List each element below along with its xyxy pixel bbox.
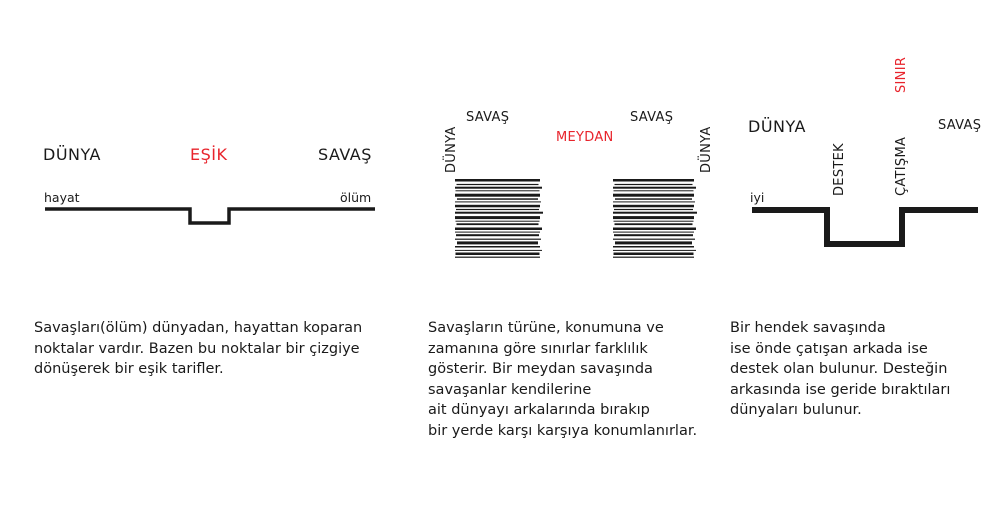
barcode-stripe <box>613 246 694 248</box>
caption-line: ise önde çatışan arkada ise <box>730 340 928 357</box>
barcode-stripe <box>455 194 540 197</box>
barcode-stripe <box>615 223 693 225</box>
barcode-stripe <box>457 184 539 185</box>
barcode-stripe <box>455 246 540 248</box>
caption-line: Savaşların türüne, konumuna ve <box>428 320 664 336</box>
trench-line <box>752 210 978 244</box>
barcode-stripe <box>455 205 540 208</box>
panel2-right-world-label: DÜNYA <box>699 126 714 173</box>
barcode-stripe <box>456 209 539 210</box>
barcode-stripe <box>613 216 694 219</box>
barcode-stripe <box>613 201 695 202</box>
barcode-stripe <box>455 216 540 219</box>
caption-line: dönüşerek bir eşik tarifler. <box>34 361 224 377</box>
panel2-left-war-label: SAVAŞ <box>466 110 510 125</box>
panel3-caption <box>730 318 950 421</box>
barcode-stripe <box>613 187 696 189</box>
caption-line: bir yerde karşı karşıya konumlanırlar. <box>428 422 698 439</box>
barcode-stripe <box>613 239 695 240</box>
caption-line: dünyaları bulunur. <box>730 402 862 418</box>
barcode-stripe <box>457 198 538 200</box>
panel1-life-label: hayat <box>44 190 80 205</box>
barcode-stripe <box>455 187 542 189</box>
barcode-stripe <box>613 179 694 182</box>
barcode-stripe <box>613 250 696 251</box>
caption-line: Savaşları(ölüm) dünyadan, hayattan koparan <box>34 320 363 336</box>
threshold-line <box>45 209 375 223</box>
caption-line: Bir hendek savaşında <box>730 320 886 336</box>
panel1-world-label: DÜNYA <box>43 145 101 164</box>
barcode-stripe <box>615 241 692 244</box>
barcode-stripe <box>457 223 539 225</box>
barcode-stripe <box>455 257 540 258</box>
barcode-stripe <box>614 234 693 236</box>
barcode-stripe <box>613 228 696 231</box>
barcode-stripe <box>614 253 694 256</box>
barcode-stripe <box>455 212 543 214</box>
panel1-war-label: SAVAŞ <box>318 145 372 164</box>
panel2-right-war-label: SAVAŞ <box>630 110 674 125</box>
barcode-stripe <box>455 179 540 182</box>
panel3-limit-label: SINIR <box>894 56 909 93</box>
barcode-stripe <box>613 212 697 214</box>
barcode-stripe <box>456 221 540 222</box>
caption-line: zamanına göre sınırlar farklılık <box>428 340 648 357</box>
barcode-left-block <box>455 179 543 258</box>
barcode-stripe <box>455 201 541 202</box>
barcode-right-block <box>613 179 697 258</box>
caption-line: destek olan bulunur. Desteğin <box>730 361 948 377</box>
panel3-war-label: SAVAŞ <box>938 118 982 133</box>
barcode-stripe <box>456 190 540 191</box>
panel3-world-label: DÜNYA <box>748 117 806 136</box>
barcode-stripe <box>456 234 539 236</box>
barcode-stripe <box>457 241 538 244</box>
barcode-stripe <box>615 198 692 200</box>
panel3-support-label: DESTEK <box>832 143 847 196</box>
barcode-stripe <box>455 228 542 231</box>
panel1-death-label: ölüm <box>340 190 372 205</box>
panel2-left-world-label: DÜNYA <box>444 126 459 173</box>
barcode-stripe <box>614 209 693 210</box>
barcode-stripe <box>613 205 694 208</box>
panel3-clash-label: ÇATIŞMA <box>894 136 909 196</box>
barcode-stripe <box>615 184 693 185</box>
barcode-stripe <box>614 221 694 222</box>
caption-line: gösterir. Bir meydan savaşında <box>428 361 653 377</box>
caption-line: ait dünyayı arkalarında bırakıp <box>428 402 650 418</box>
caption-line: arkasında ise geride bıraktıları <box>730 381 951 398</box>
barcode-stripe <box>455 250 542 251</box>
barcode-stripe <box>613 232 694 233</box>
barcode-stripe <box>456 253 540 256</box>
barcode-stripe <box>455 232 540 233</box>
panel1-threshold-label: EŞİK <box>190 145 228 164</box>
barcode-stripe <box>614 190 694 191</box>
caption-line: noktalar vardır. Bazen bu noktalar bir çizgiye <box>34 340 360 357</box>
barcode-stripe <box>613 257 694 258</box>
caption-line: savaşanlar kendilerine <box>428 381 592 398</box>
panel1-caption <box>34 318 362 380</box>
panel3-good-label: iyi <box>750 190 765 205</box>
panel2-field-label: MEYDAN <box>556 130 614 145</box>
barcode-stripe <box>455 239 541 240</box>
panel2-caption <box>428 318 697 441</box>
barcode-stripe <box>613 194 694 197</box>
